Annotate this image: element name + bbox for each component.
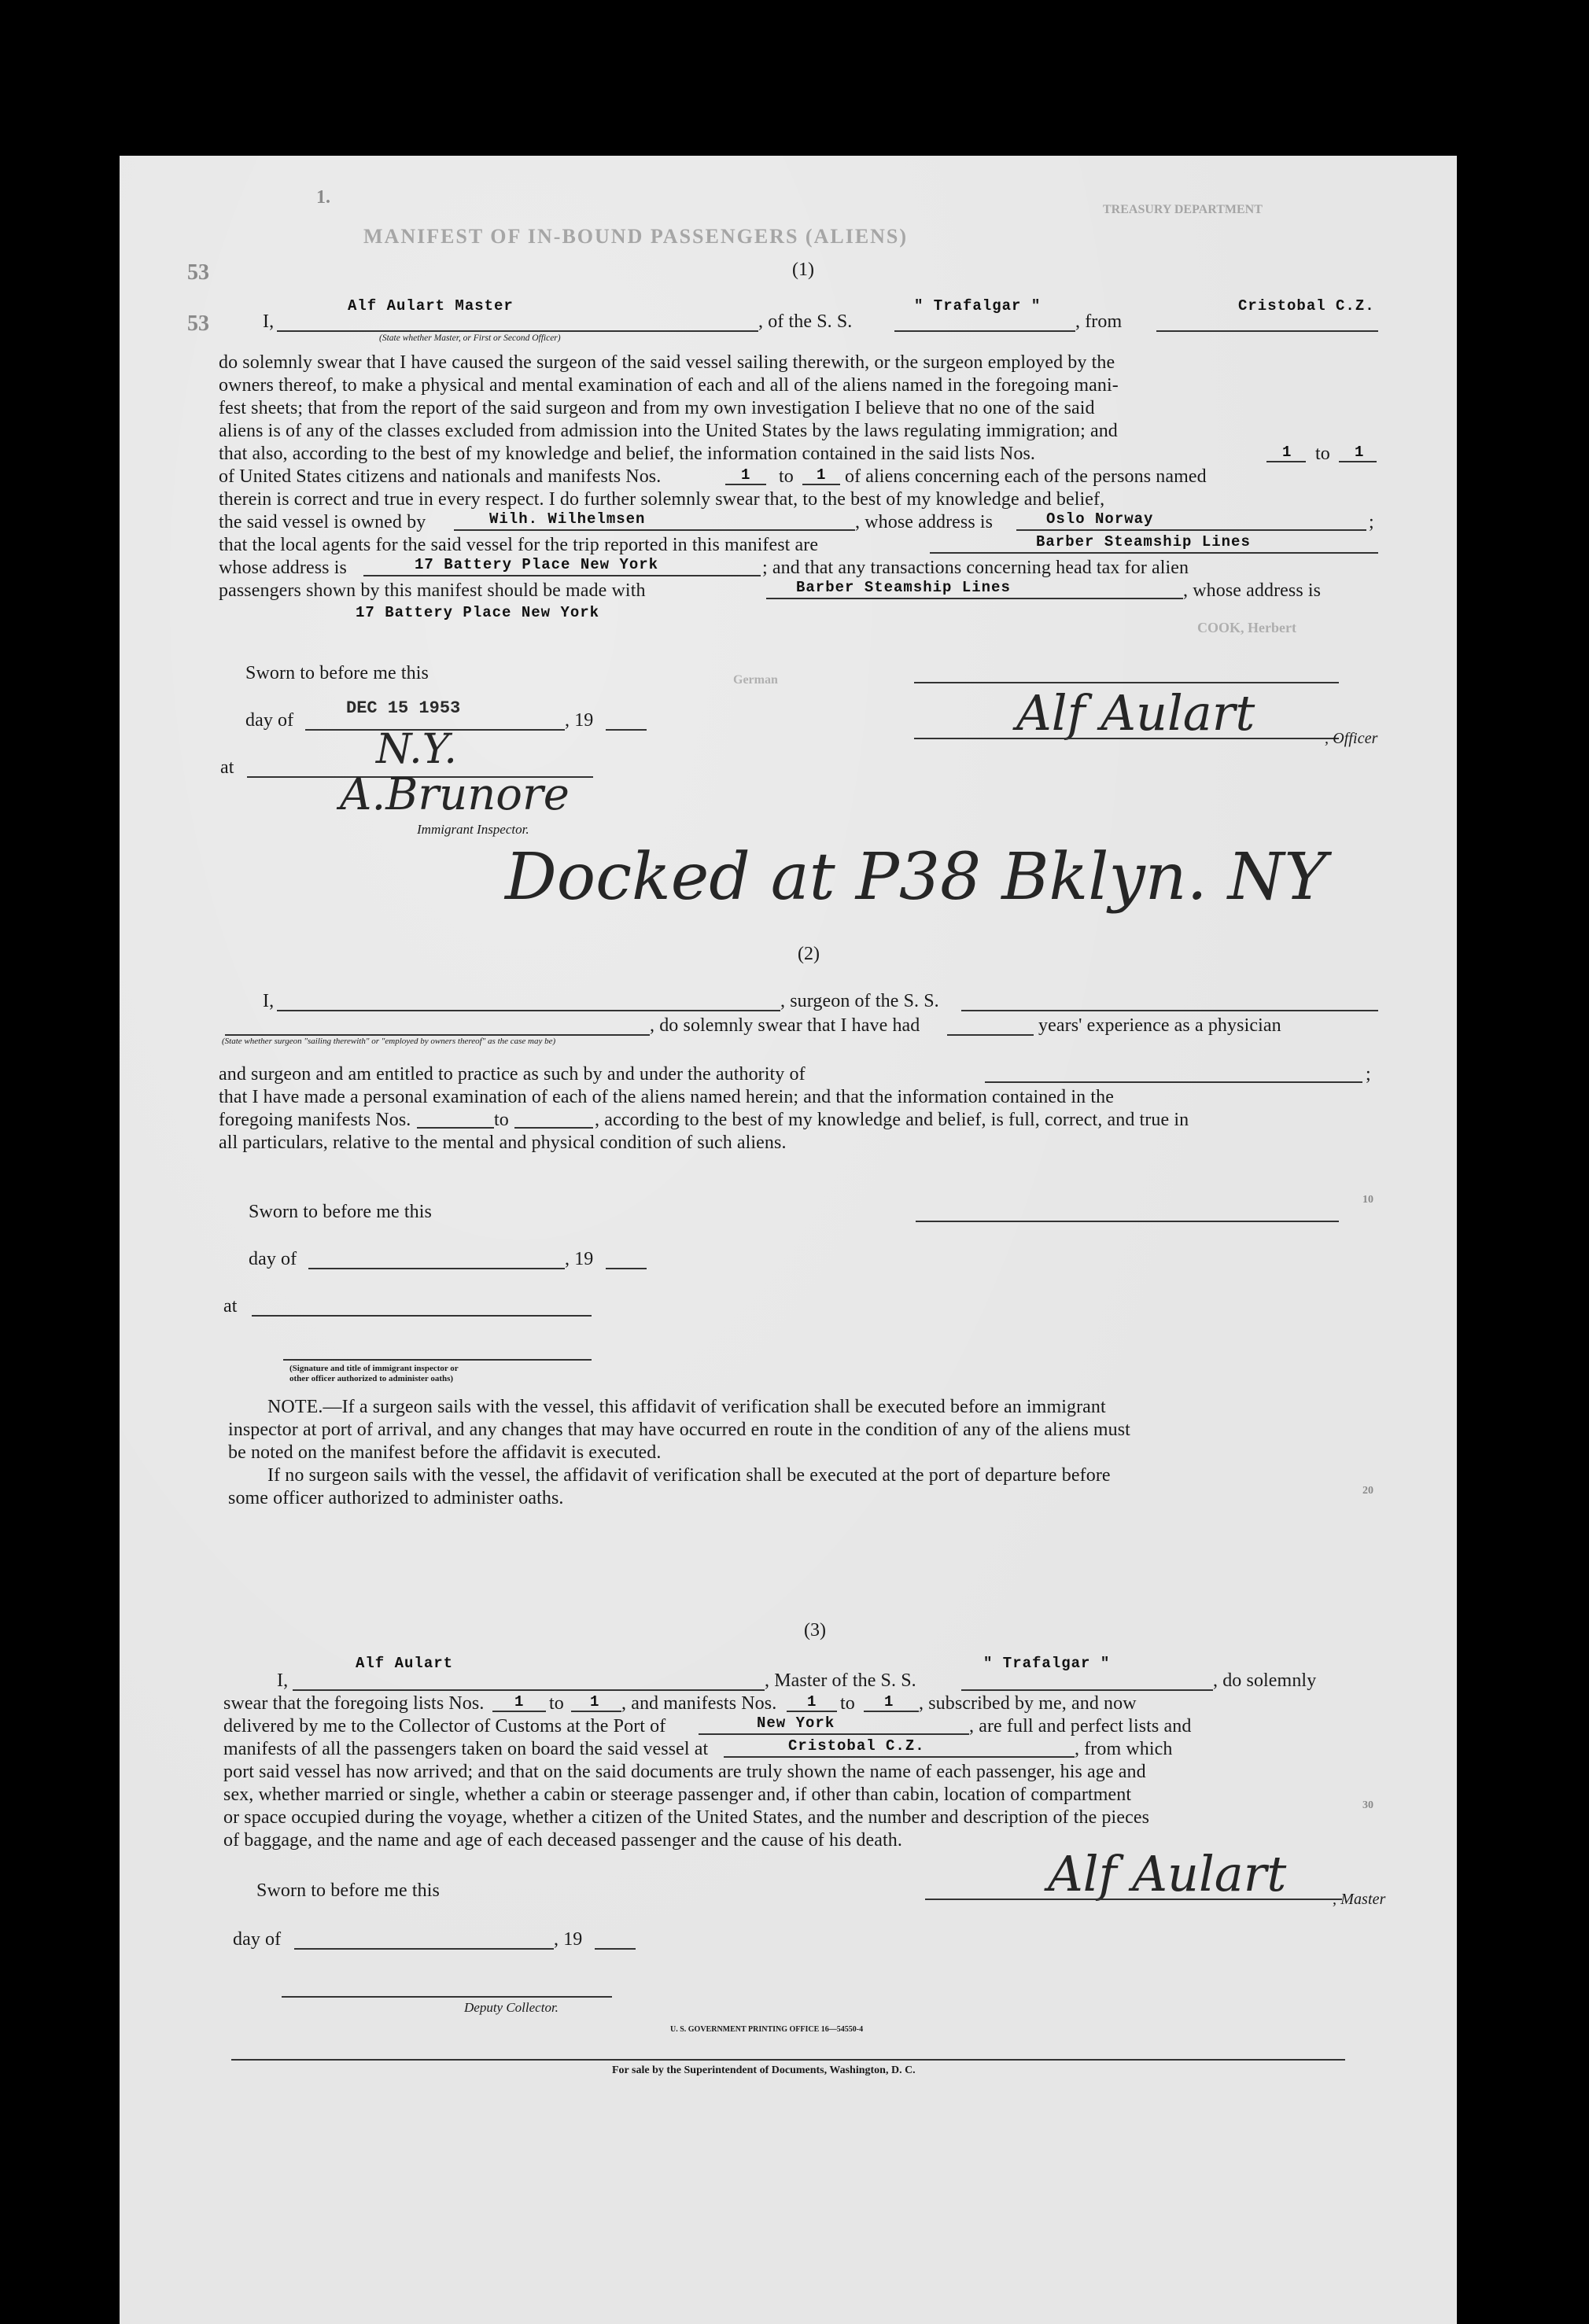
body-line: the said vessel is owned by — [219, 512, 426, 532]
bleed-center: MANIFEST OF IN-BOUND PASSENGERS (ALIENS) — [363, 225, 909, 248]
body-line: or space occupied during the voyage, whether a citizen of the United States, and the number and description of the pieces — [223, 1807, 1150, 1828]
master-signature: Alf Aulart — [1048, 1845, 1287, 1902]
according: , according to the best of my knowledge and belief, is full, correct, and true in — [595, 1110, 1189, 1130]
lists-to: 1 — [590, 1693, 600, 1711]
date-stamp: DEC 15 1953 — [346, 698, 461, 718]
body-line: port said vessel has now arrived; and that on the said documents are truly shown the name of each passenger, his age and — [223, 1762, 1146, 1782]
bleed-number: 53 — [187, 260, 209, 285]
master-name: Alf Aulart — [356, 1655, 454, 1672]
body-line: foregoing manifests Nos. — [219, 1110, 411, 1130]
solemnly-swear: , do solemnly swear that I have had — [650, 1015, 920, 1036]
to-word: to — [549, 1693, 564, 1714]
day-of-label: day of — [249, 1249, 297, 1269]
body-line: do solemnly swear that I have caused the surgeon of the said vessel sailing therewith, or the surgeon employed by the — [219, 352, 1115, 373]
solemnly: , do solemnly — [1213, 1670, 1317, 1691]
to-word: to — [494, 1110, 509, 1130]
section-number: (1) — [792, 260, 814, 280]
margin-number: 30 — [1362, 1799, 1373, 1811]
note-line: be noted on the manifest before the affidavit is executed. — [228, 1442, 662, 1463]
bleed-right: TREASURY DEPARTMENT — [1103, 203, 1263, 216]
vessel-name: " Trafalgar " — [983, 1655, 1111, 1672]
experience-label: years' experience as a physician — [1038, 1015, 1281, 1036]
body-line: that also, according to the best of my knowledge and belief, the information contained in the said lists Nos. — [219, 444, 1035, 464]
owner-address: Oslo Norway — [1046, 510, 1154, 528]
at-label: at — [220, 757, 234, 778]
body-line: sex, whether married or single, whether a cabin or steerage passenger and, if other than cabin, location of compartment — [223, 1784, 1132, 1805]
margin-number: 10 — [1362, 1194, 1373, 1206]
owner-address-label: , whose address is — [855, 512, 994, 532]
officer-signature: Alf Aulart — [1016, 684, 1255, 742]
body-line: fest sheets; that from the report of the said surgeon and from my own investigation I believe that no one of the said — [219, 398, 1095, 418]
day-of-label: day of — [233, 1929, 282, 1950]
body-line: delivered by me to the Collector of Customs at the Port of — [223, 1716, 666, 1737]
bleed-names: German — [733, 673, 778, 687]
body-line: that I have made a personal examination of each of the aliens named herein; and that the information contained in the — [219, 1087, 1114, 1107]
body-line: swear that the foregoing lists Nos. — [223, 1693, 485, 1714]
subscribed: , subscribed by me, and now — [919, 1693, 1137, 1714]
body-line: passengers shown by this manifest should be made with — [219, 580, 646, 601]
section-number: (2) — [798, 944, 820, 964]
signature-note: (Signature and title of immigrant inspector or — [289, 1364, 459, 1373]
from-port: Cristobal C.Z. — [1238, 297, 1375, 315]
signature-note: other officer authorized to administer oaths) — [289, 1374, 454, 1383]
i-label: I, — [263, 991, 275, 1011]
local-agents: Barber Steamship Lines — [1036, 533, 1251, 551]
note-line: inspector at port of arrival, and any changes that may have occurred en route in the condition of any of the aliens must — [228, 1420, 1130, 1440]
body-line: of baggage, and the name and age of each deceased passenger and the cause of his death. — [223, 1830, 902, 1851]
port-of-departure: Cristobal C.Z. — [788, 1737, 925, 1755]
body-line: therein is correct and true in every respect. I do further solemnly swear that, to the best of my knowledge and belief, — [219, 489, 1105, 510]
lists-from: 1 — [514, 1693, 525, 1711]
body-line: all particulars, relative to the mental and physical condition of such aliens. — [219, 1133, 787, 1153]
body-line: whose address is — [219, 558, 347, 578]
margin-number: 20 — [1362, 1485, 1373, 1497]
from-which: , from which — [1075, 1739, 1173, 1759]
to-word: to — [840, 1693, 855, 1714]
master-label: , Master — [1333, 1891, 1386, 1908]
head-tax-address: 17 Battery Place New York — [356, 604, 600, 621]
head-tax-agent: Barber Steamship Lines — [796, 579, 1011, 596]
for-sale-note: For sale by the Superintendent of Documents, Washington, D. C. — [612, 2064, 916, 2076]
body-line: aliens is of any of the classes excluded from admission into the United States by the laws regulating immigration; and — [219, 421, 1118, 441]
note-line: —If a surgeon sails with the vessel, this affidavit of verification shall be executed before an immigrant — [323, 1397, 1106, 1417]
manifests-to: 1 — [817, 466, 827, 484]
i-label: I, — [263, 311, 275, 332]
section-number: (3) — [804, 1620, 826, 1641]
state-note: (State whether Master, or First or Second Officer) — [379, 333, 561, 343]
at-handwritten: N.Y. — [376, 726, 457, 773]
at-label: at — [223, 1296, 238, 1317]
no-surgeon-line: If no surgeon sails with the vessel, the affidavit of verification shall be executed at the port of departure before — [267, 1465, 1111, 1486]
owner-name: Wilh. Wilhelmsen — [489, 510, 646, 528]
body-line: of United States citizens and nationals and manifests Nos. — [219, 466, 662, 487]
body-line: manifests of all the passengers taken on board the said vessel at — [223, 1739, 709, 1759]
from-label: , from — [1075, 311, 1123, 332]
of-the-ss: , of the S. S. — [758, 311, 853, 332]
officer-label: , Officer — [1325, 730, 1378, 747]
sworn-label: Sworn to before me this — [249, 1202, 432, 1222]
i-label: I, — [277, 1670, 289, 1691]
full-lists: , are full and perfect lists and — [969, 1716, 1192, 1737]
agents-address: 17 Battery Place New York — [415, 556, 659, 573]
sworn-label: Sworn to before me this — [245, 663, 429, 683]
year-label: , 19 — [554, 1929, 583, 1950]
lists-from: 1 — [1282, 444, 1292, 461]
year-label: , 19 — [565, 1249, 594, 1269]
body-line: that the local agents for the said vessel for the trip reported in this manifest are — [219, 535, 819, 555]
head-tax-tail: ; and that any transactions concerning head tax for alien — [762, 558, 1189, 578]
master-name: Alf Aulart Master — [348, 297, 514, 315]
body-line: owners thereof, to make a physical and mental examination of each and all of the aliens named in the foregoing mani- — [219, 375, 1119, 396]
to-word: to — [1315, 444, 1330, 464]
sworn-label: Sworn to before me this — [256, 1880, 440, 1901]
aliens-tail: of aliens concerning each of the persons named — [845, 466, 1207, 487]
master-of: , Master of the S. S. — [765, 1670, 916, 1691]
day-of-label: day of — [245, 710, 294, 731]
deputy-collector-label: Deputy Collector. — [464, 2000, 559, 2015]
manifests-from: 1 — [807, 1693, 817, 1711]
surgeon-of: , surgeon of the S. S. — [780, 991, 939, 1011]
docked-note: Docked at P38 Bklyn. NY — [505, 840, 1327, 915]
gpo-imprint: U. S. GOVERNMENT PRINTING OFFICE 16—54550-4 — [670, 2025, 864, 2034]
manifests-to: 1 — [884, 1693, 894, 1711]
year-label: , 19 — [565, 710, 594, 731]
manifest-page: 1. MANIFEST OF IN-BOUND PASSENGERS (ALIENS) TREASURY DEPARTMENT 53 53 COOK, Herbert German (1) I, Alf Aulart Master , of the S. S. " Trafalgar " , from Cristobal C.Z. (State whether Master, or First or Second Officer) do solemnly swear that I have caused the surgeon of the said vessel sailing therewith, or the surgeon employed by the owners thereof, to make a physical and mental examination of each and all of the aliens named in the foregoing mani- fest sheets; that from the report of the said surgeon and from my own investigation I believe that no one of the said aliens is of any of the classes excluded from admission into the United States by the laws regulating immigration; and that also, according to the best of my knowledge and belief, the information contained in the said lists Nos. 1 to 1 of United States citizens and nationals and manifests Nos. 1 to 1 of aliens concerning each of the persons named therein is correct and true in every respect. I do further solemnly swear that, to the best of my knowledge and belief, the said vessel is owned by Wilh. Wilhelmsen , whose address is Oslo Norway ; that the local agents for the said vessel for the trip reported in this manifest are Barber Steamship Lines whose address is 17 Battery Place New York ; and that any transactions concerning head tax for alien passengers shown by this manifest should be made with Barber Steamship Lines , whose address is 17 Battery Place New York Sworn to before me this day of , 19 DEC 15 1953 at N.Y. A.Brunore Immigrant Inspector. Alf Aulart , Officer Docked at P38 Bklyn. NY (2) I, , surgeon of the S. S. , do solemnly swear that I have had years' experience as a physician (State whether surgeon "sailing therewith" or "employed by owners thereof" as the case may be) and surgeon and am entitled to practice as such by and under the authority of ; that I have made a personal examination of each of the aliens named herein; and that the information contained in the foregoing manifests Nos. to , according to the best of my knowledge and belief, is full, correct, and true in all particulars, relative to the mental and physical condition of such aliens. Sworn to before me this day of , 19 at (Signature and title of immigrant inspector or other officer authorized to administer oaths) NOTE.—If a surgeon sails with the vessel, this affidavit of verification shall be executed before an immigrant inspector at port of arrival, and any changes that may have occurred en route in the condition of any of the aliens must be noted on the manifest before the affidavit is executed. If no surgeon sails with the vessel, the affidavit of verification shall be executed at the port of departure before some officer authorized to administer oaths. (3) I, Alf Aulart , Master of the S. S. " Trafalgar " , do solemnly swear that the foregoing lists Nos. 1 to 1 , and manifests Nos. 1 to 1 , subscribed by me, and now delivered by me to the Collector of Customs at the Port of New York , are full and perfect lists and manifests of all the passengers taken on board the said vessel at Cristobal C.Z. , from which port said vessel has now arrived; and that on the said documents are truly shown the name of each passenger, his age and sex, whether married or single, whether a cabin or steerage passenger and, if other than cabin, location of compartment or space occupied during the voyage, whether a citizen of the United States, and the number and description of the pieces of baggage, and the name and age of each deceased passenger and the cause of his death. Sworn to before me this Alf Aulart , Master day of , 19 Deputy Collector. U. S. GOVERNMENT PRINTING OFFICE 16—54550-4 For sale by the Superintendent of Documents, Washington, D. C. 10 20 30 — [120, 156, 1457, 2324]
inspector-signature: A.Brunore — [340, 769, 570, 820]
to-word: to — [779, 466, 794, 487]
body-line: and surgeon and am entitled to practice as such by and under the authority of — [219, 1064, 806, 1085]
lists-to: 1 — [1355, 444, 1365, 461]
state-note: (State whether surgeon "sailing therewith" or "employed by owners thereof" as the case may be) — [222, 1037, 556, 1046]
no-surgeon-line: some officer authorized to administer oaths. — [228, 1488, 564, 1508]
head-tax-address-label: , whose address is — [1183, 580, 1322, 601]
bleed-names: COOK, Herbert — [1197, 620, 1296, 635]
manifests-from: 1 — [741, 466, 751, 484]
immigrant-inspector-label: Immigrant Inspector. — [417, 822, 529, 837]
port-of-arrival: New York — [757, 1714, 835, 1732]
bleed-number: 53 — [187, 311, 209, 336]
and-manifests: , and manifests Nos. — [621, 1693, 777, 1714]
vessel-name: " Trafalgar " — [914, 297, 1042, 315]
note-label: NOTE. — [267, 1397, 323, 1417]
bleed-left: 1. — [316, 187, 330, 208]
